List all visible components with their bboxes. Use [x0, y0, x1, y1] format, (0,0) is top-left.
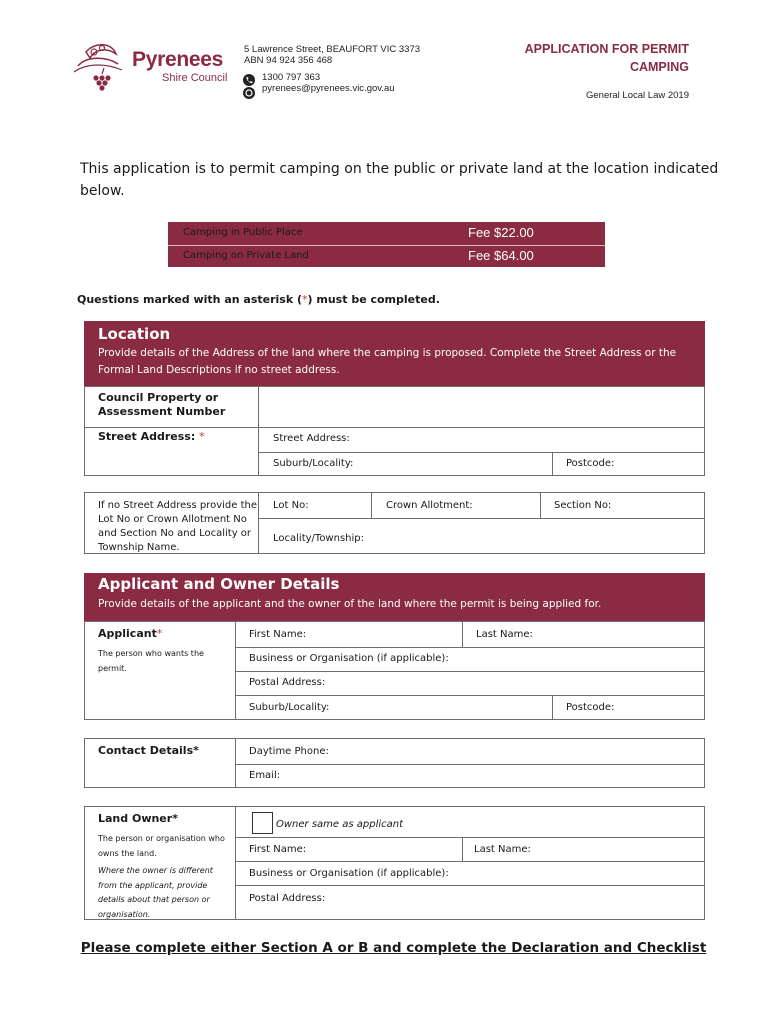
form-subtitle: CAMPING [629, 60, 689, 74]
business-field[interactable]: Business or Organisation (if applicable): [249, 653, 449, 664]
location-desc-2: Formal Land Descriptions if no street address. [98, 364, 340, 376]
first-name-field[interactable]: First Name: [249, 629, 307, 640]
owner-postal-field[interactable]: Postal Address: [249, 893, 326, 904]
logo-sub: Shire Council [162, 72, 228, 84]
daytime-phone-field[interactable]: Daytime Phone: [249, 746, 329, 757]
owner-business-field[interactable]: Business or Organisation (if applicable): [249, 868, 449, 879]
no-street-instructions: If no Street Address provide the Lot No or Crown Allotment No and Section No and Locality or Township Name. [98, 500, 257, 553]
council-property-input[interactable] [259, 387, 705, 427]
required-note-text: Questions marked with an asterisk ( [77, 293, 303, 306]
fee-row-private [168, 245, 605, 267]
owner-same-label: Owner same as applicant [276, 819, 404, 830]
crown-allotment-field[interactable]: Crown Allotment: [386, 500, 473, 511]
form-title: APPLICATION FOR PERMIT [524, 42, 689, 56]
contact-table [84, 738, 705, 788]
postcode-field[interactable]: Postcode: [566, 458, 615, 469]
abn-line: ABN 94 924 356 468 [244, 55, 333, 66]
land-owner-label: Land Owner* [98, 812, 178, 825]
phone-icon [243, 71, 255, 83]
grapes-logo-icon [72, 38, 134, 100]
locality-township-field[interactable]: Locality/Township: [273, 533, 364, 544]
fee-value: Fee $22.00 [468, 225, 534, 240]
email-icon [243, 84, 255, 96]
required-note [77, 293, 440, 306]
applicant-owner-title: Applicant and Owner Details [98, 575, 340, 593]
intro-line-1: This application is to permit camping on the public or private land at the location indicated [80, 161, 719, 177]
location-table [84, 386, 705, 476]
lot-table [84, 492, 705, 554]
email-address[interactable]: pyrenees@pyrenees.vic.gov.au [262, 83, 395, 94]
land-owner-hint: The person or organisation who owns the land. [98, 834, 225, 858]
location-desc-1: Provide details of the Address of the land where the camping is proposed. Complete the Street Address or the [98, 347, 677, 359]
section-no-field[interactable]: Section No: [554, 500, 612, 511]
email-field[interactable]: Email: [249, 770, 281, 781]
suburb-field[interactable]: Suburb/Locality: [273, 458, 354, 469]
location-title: Location [98, 325, 171, 343]
land-owner-hint-italic: Where the owner is different from the applicant, provide details about that person or organisation. [98, 866, 213, 919]
suburb-field[interactable]: Suburb/Locality: [249, 702, 330, 713]
fee-label: Camping on Private Land [183, 250, 309, 261]
lot-no-field[interactable]: Lot No: [273, 500, 309, 511]
council-property-label: Council Property or Assessment Number [98, 391, 226, 418]
land-owner-table [84, 806, 705, 920]
contact-details-label: Contact Details* [98, 744, 199, 757]
council-logo [72, 38, 232, 100]
fee-row-public [168, 222, 605, 244]
street-address-label: Street Address: * [98, 430, 205, 443]
owner-first-name-field[interactable]: First Name: [249, 844, 307, 855]
applicant-hint: The person who wants the permit. [98, 649, 204, 673]
applicant-owner-desc: Provide details of the applicant and the owner of the land where the permit is being applied for. [98, 598, 602, 610]
applicant-table [84, 621, 705, 720]
required-note-text-end: ) must be completed. [307, 293, 440, 306]
postal-address-field[interactable]: Postal Address: [249, 677, 326, 688]
owner-same-checkbox[interactable] [252, 812, 273, 834]
phone-number[interactable]: 1300 797 363 [262, 72, 321, 83]
footer-instruction: Please complete either Section A or B and complete the Declaration and Checklist [80, 940, 707, 956]
local-law: General Local Law 2019 [586, 90, 689, 101]
last-name-field[interactable]: Last Name: [476, 629, 533, 640]
location-header [84, 321, 705, 386]
fee-table [168, 222, 605, 267]
applicant-owner-header [84, 573, 705, 621]
address-line-1: 5 Lawrence Street, BEAUFORT VIC 3373 [244, 44, 421, 55]
fee-value: Fee $64.00 [468, 248, 534, 263]
postcode-field[interactable]: Postcode: [566, 702, 615, 713]
owner-last-name-field[interactable]: Last Name: [474, 844, 531, 855]
fee-label: Camping in Public Place [183, 227, 303, 238]
required-star: * [302, 293, 308, 306]
applicant-label: Applicant* [98, 627, 163, 640]
intro-line-2: below. [80, 183, 125, 199]
logo-name: Pyrenees [132, 48, 224, 71]
street-address-field[interactable]: Street Address: [273, 433, 350, 444]
